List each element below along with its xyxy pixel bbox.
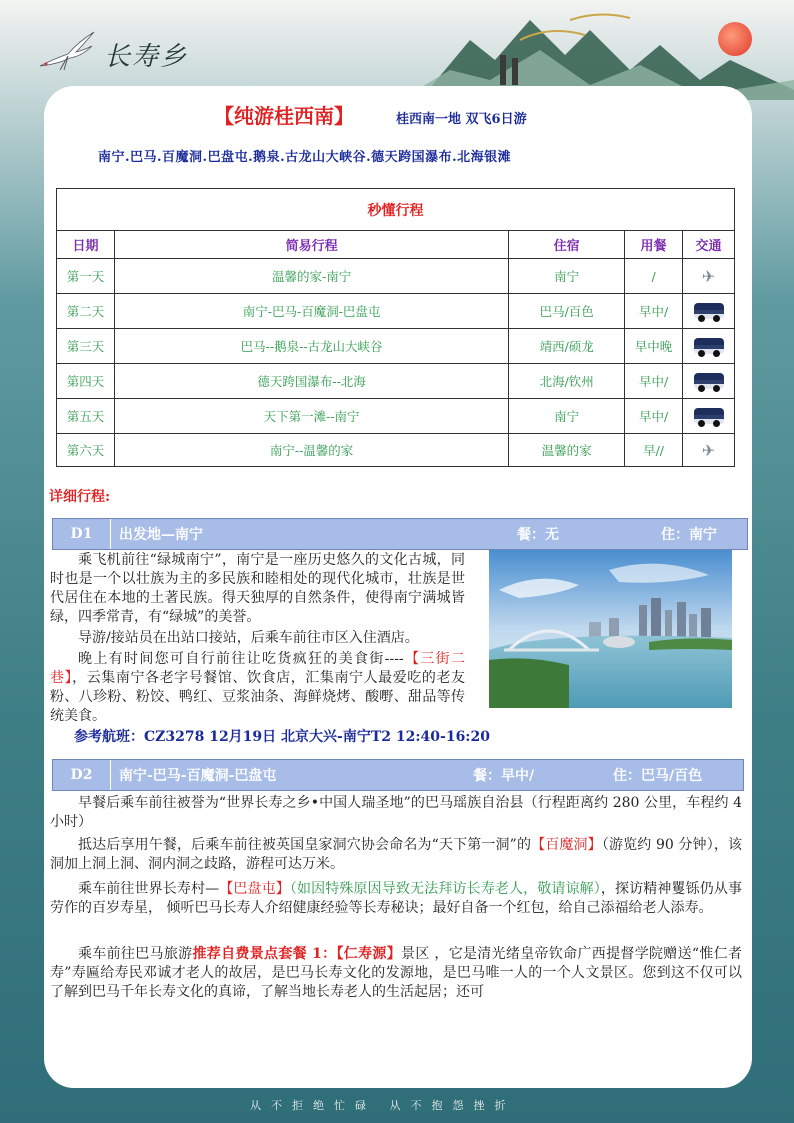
detail-heading: 详细行程: [49, 489, 111, 505]
col-header-date: 日期 [57, 231, 115, 259]
bus-icon [694, 303, 724, 319]
d1-p3-highlight: 【三街二巷】 [50, 651, 466, 686]
row-meal: / [625, 259, 683, 294]
row-stay: 南宁 [509, 399, 625, 434]
day-number: D1 [53, 519, 111, 549]
flight-info: 参考航班：CZ3278 12月19日 北京大兴-南宁T2 12:40-16:20 [74, 729, 490, 745]
footer-slogan: 从不拒绝忙碌 从不抱怨挫折 [250, 1099, 516, 1112]
day-title: 出发地—南宁 [119, 527, 203, 543]
row-transport [683, 364, 735, 399]
page-subtitle: 桂西南一地 双飞6日游 [396, 112, 527, 127]
row-day: 第一天 [57, 259, 115, 294]
day-stay: 住：南宁 [661, 527, 717, 543]
d2-p2-text-a: 抵达后享用午餐，后乘车前往被英国皇家洞穴协会命名为“天下第一洞”的 [78, 837, 532, 853]
row-day: 第四天 [57, 364, 115, 399]
col-header-transport: 交通 [683, 231, 735, 259]
col-header-stay: 住宿 [509, 231, 625, 259]
col-header-route: 简易行程 [114, 231, 508, 259]
row-route: 德天跨国瀑布--北海 [114, 364, 508, 399]
bus-icon [694, 373, 724, 389]
day-meal: 餐：早中/ [473, 768, 535, 784]
day-bar-d1 [52, 518, 748, 550]
row-day: 第三天 [57, 329, 115, 364]
d2-paragraph-4 [50, 945, 742, 1002]
row-day: 第六天 [57, 434, 115, 467]
row-meal: 早中晚 [625, 329, 683, 364]
bus-icon [694, 408, 724, 424]
row-meal: 早中/ [625, 364, 683, 399]
row-transport [683, 434, 735, 467]
plane-icon: ✈ [701, 440, 716, 460]
sun-decoration [718, 22, 752, 56]
content-card [44, 86, 752, 1088]
row-route: 南宁-巴马-百魔洞-巴盘屯 [114, 294, 508, 329]
d2-p2-text-b: （游览约 90 分钟），该洞加上洞上洞、洞内洞之歧路，游程可达万米。 [50, 837, 742, 872]
route-summary: 南宁.巴马.百魔洞.巴盘屯.鹅泉.古龙山大峡谷.德天跨国瀑布.北海银滩 [98, 150, 512, 165]
row-stay: 北海/钦州 [509, 364, 625, 399]
d2-p3-text-b: ，探访精神矍铄仍从事劳作的百岁寿星， 倾听巴马长寿人介绍健康经验等长寿秘诀；最好自备一个红包，给自己添福给老人添寿。 [50, 881, 743, 916]
d2-p4-text-a: 乘车前往巴马旅游 [78, 946, 193, 962]
row-stay: 巴马/百色 [509, 294, 625, 329]
d2-p4-text-b: 景区 ，它是清光绪皇帝钦命广西提督学院赠送“惟仁者寿”寿匾给寿民邓诚才老人的故居，是巴马长寿文化的发源地，是巴马唯一人的一个人文景区。您到这不仅可以了解到巴马千年长寿文化的真谛，了解当地长寿老人的生活起居；还可 [50, 946, 743, 1000]
plane-icon: ✈ [701, 266, 716, 286]
crane-icon [38, 28, 98, 72]
page-title: 【纯游桂西南】 [214, 104, 354, 128]
d2-p3-text-a: 乘车前往世界长寿村— [78, 881, 220, 897]
itinerary-table [56, 188, 735, 467]
day-title: 南宁-巴马-百魔洞-巴盘屯 [119, 768, 277, 784]
table-row [57, 259, 735, 294]
nanning-city-photo [489, 550, 732, 708]
row-route: 巴马--鹅泉--古龙山大峡谷 [114, 329, 508, 364]
row-meal: 早// [625, 434, 683, 467]
row-day: 第二天 [57, 294, 115, 329]
table-title: 秒懂行程 [57, 189, 735, 231]
row-route: 温馨的家-南宁 [114, 259, 508, 294]
bus-icon [694, 338, 724, 354]
col-header-meal: 用餐 [625, 231, 683, 259]
row-transport [683, 259, 735, 294]
table-row [57, 364, 735, 399]
brand-logo: 长寿乡 [104, 42, 189, 72]
d2-p4-highlight: 推荐自费景点套餐 1：【仁寿源】 [192, 946, 402, 962]
row-transport [683, 399, 735, 434]
d1-p3-text-b: ，云集南宁各老字号餐馆、饮食店，汇集南宁人最爱吃的老友粉、八珍粉、粉饺、鸭红、豆浆油条、海鲜烧烤、酸嘢、甜品等传统美食。 [50, 670, 466, 724]
row-route: 天下第一滩--南宁 [114, 399, 508, 434]
table-row [57, 329, 735, 364]
row-meal: 早中/ [625, 294, 683, 329]
d2-p2-highlight: 【百魔洞】 [531, 837, 602, 853]
table-row [57, 294, 735, 329]
table-row [57, 434, 735, 467]
d2-p3-highlight: 【巴盘屯】 [219, 881, 290, 897]
day-stay: 住：巴马/百色 [613, 768, 703, 784]
row-stay: 靖西/硕龙 [509, 329, 625, 364]
d1-paragraph-1: 乘飞机前往“绿城南宁”，南宁是一座历史悠久的文化古城，同时也是一个以壮族为主的多民族和睦相处的现代化城市，壮族是世代居住在本地的土著民族。得天独厚的自然条件，使得南宁满城皆绿，四季常青，有“绿城”的美誉。 [50, 552, 465, 625]
d2-paragraph-2 [50, 836, 742, 874]
d2-paragraph-3 [50, 880, 742, 918]
row-transport [683, 329, 735, 364]
d2-paragraph-1: 早餐后乘车前往被誉为“世界长寿之乡•中国人瑞圣地”的巴马瑶族自治县（行程距离约 280 公里，车程约 4 小时） [50, 795, 742, 830]
row-day: 第五天 [57, 399, 115, 434]
d1-paragraph-2: 导游/接站员在出站口接站，后乘车前往市区入住酒店。 [78, 630, 419, 646]
row-route: 南宁--温馨的家 [114, 434, 508, 467]
table-row [57, 399, 735, 434]
d2-p3-note: （如因特殊原因导致无法拜访长寿老人，敬请谅解） [289, 881, 601, 897]
row-stay: 温馨的家 [509, 434, 625, 467]
d1-paragraph-3 [50, 650, 465, 726]
day-meal: 餐：无 [517, 527, 559, 543]
d1-p3-text-a: 晚上有时间您可自行前往让吃货疯狂的美食街---- [78, 651, 404, 667]
day-bar-d2 [52, 759, 744, 791]
row-meal: 早中/ [625, 399, 683, 434]
day-number: D2 [53, 760, 111, 790]
row-transport [683, 294, 735, 329]
title-row [214, 100, 527, 129]
row-stay: 南宁 [509, 259, 625, 294]
